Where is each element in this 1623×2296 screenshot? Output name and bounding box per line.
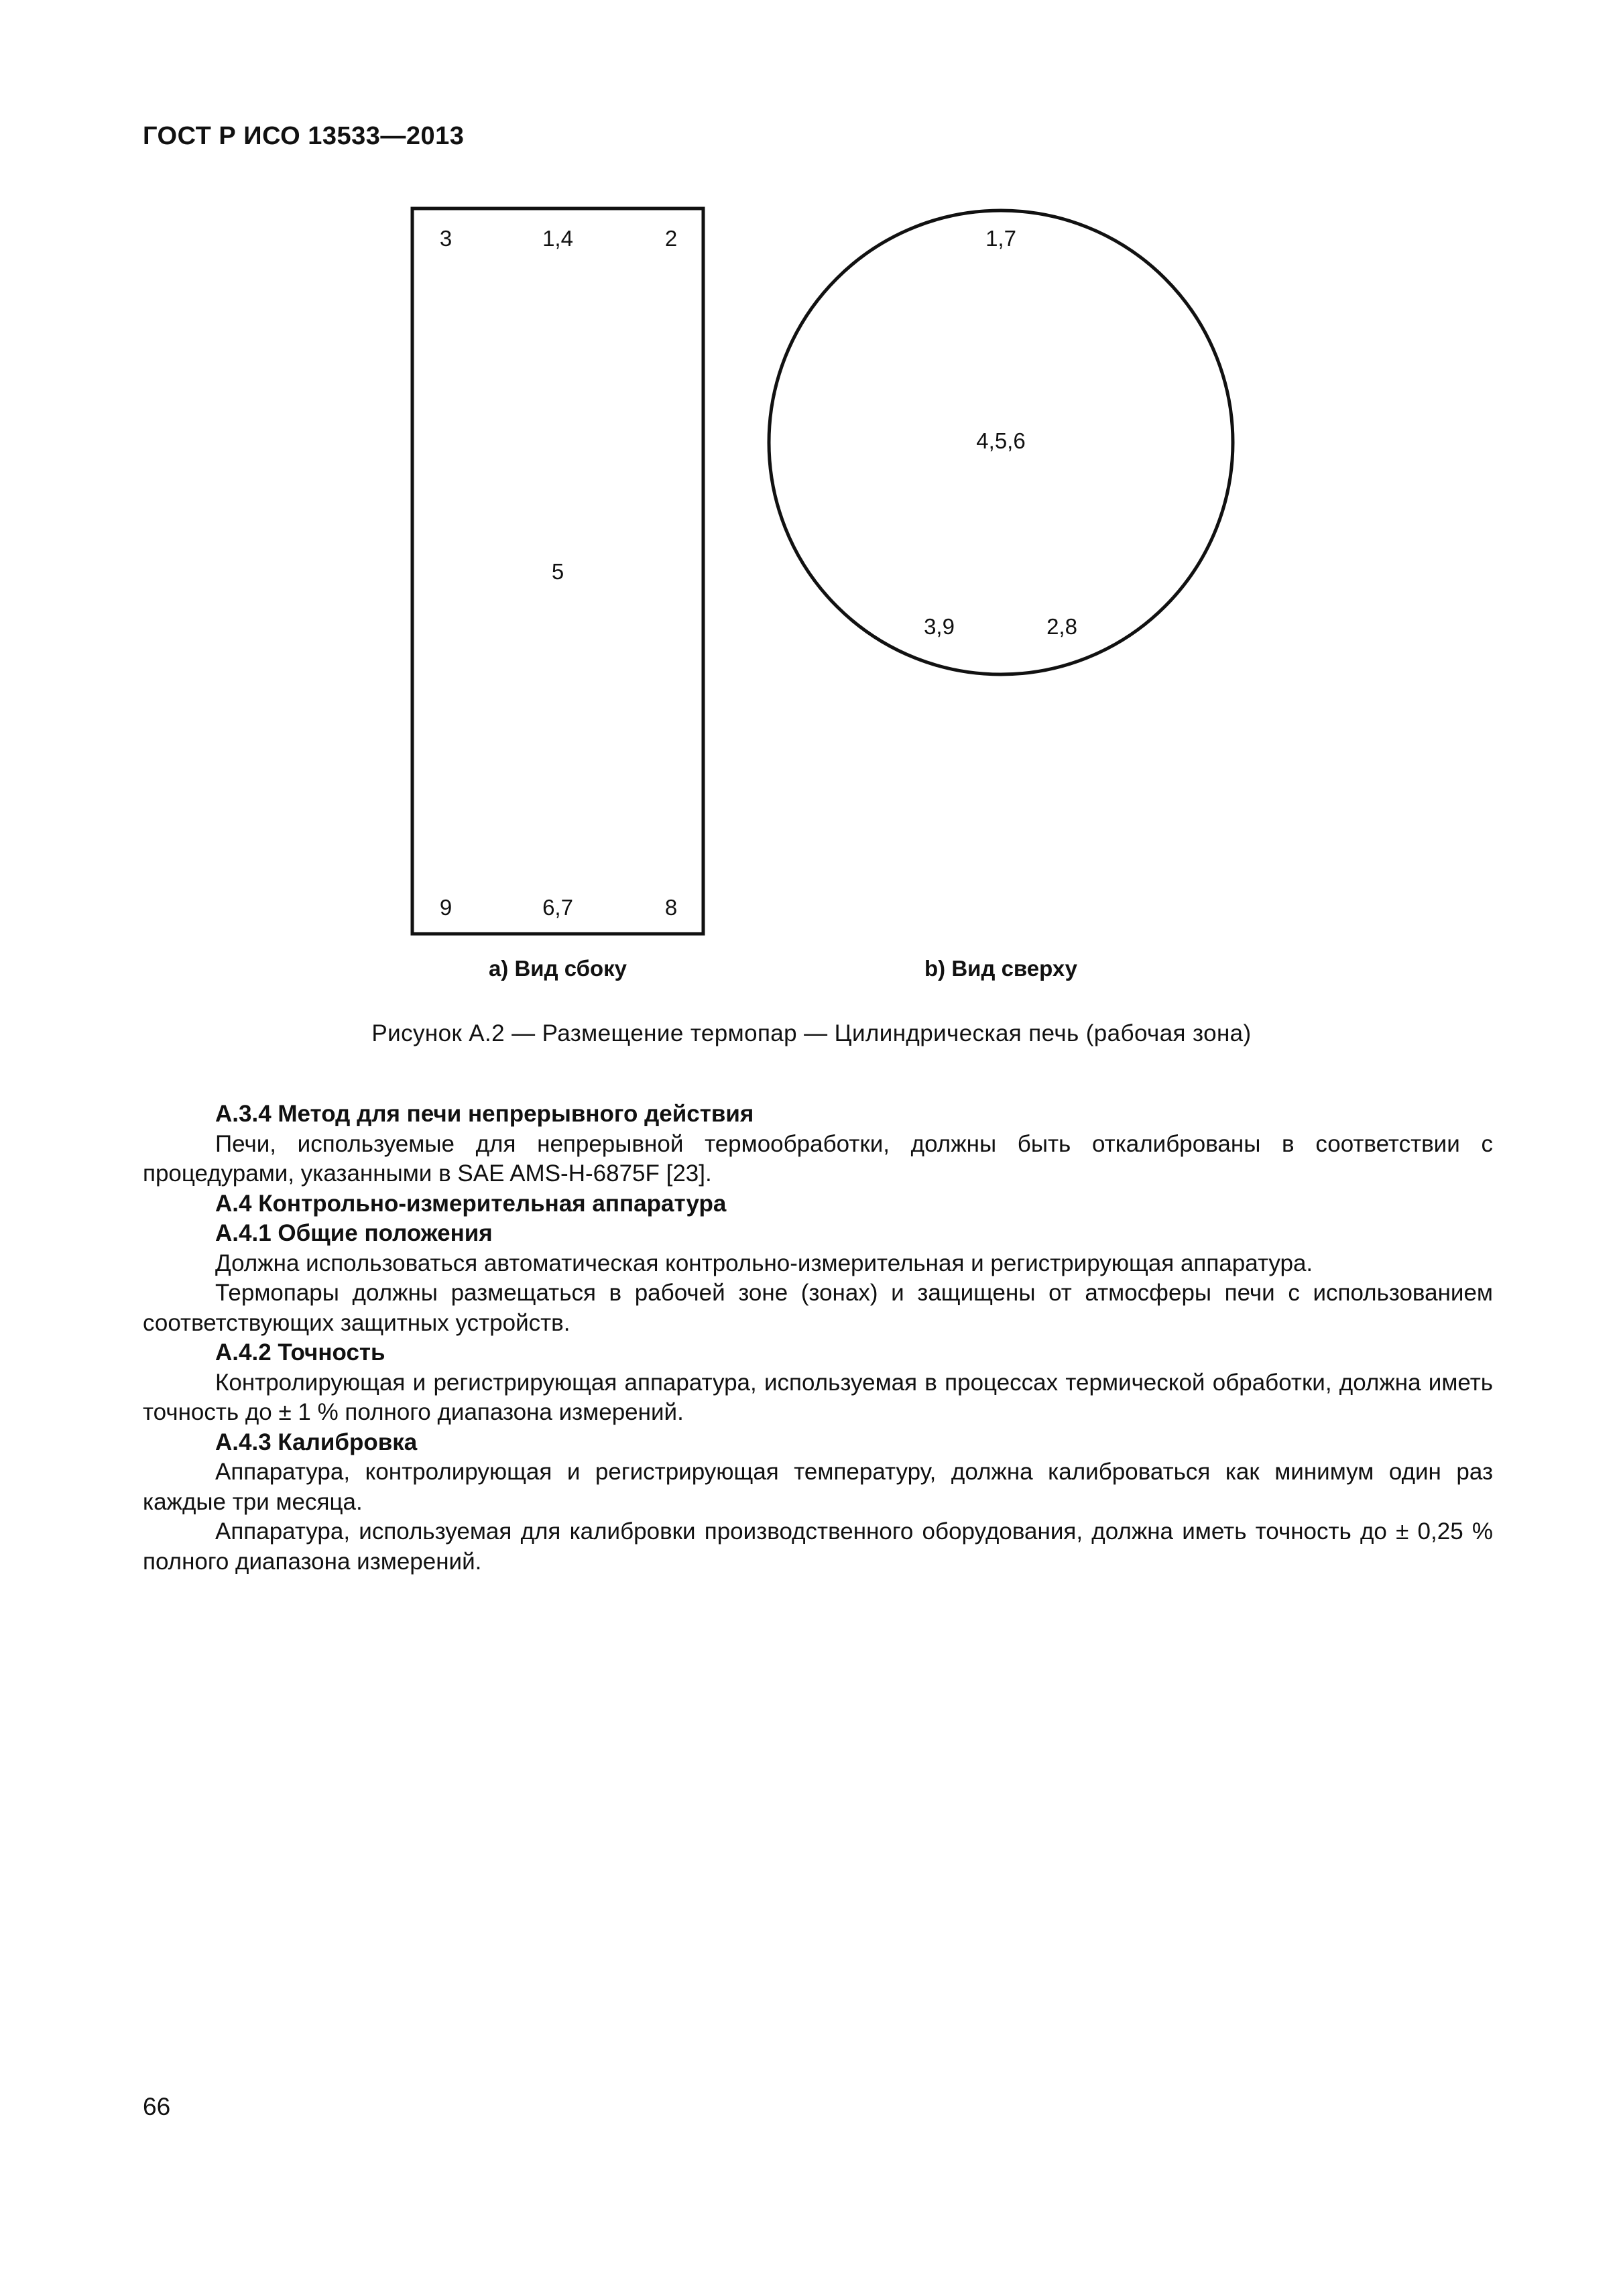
side-label-top-center: 1,4 bbox=[542, 226, 573, 251]
document-header: ГОСТ Р ИСО 13533—2013 bbox=[143, 122, 465, 150]
page-number: 66 bbox=[143, 2093, 171, 2120]
thermocouple-figure bbox=[0, 0, 1623, 1006]
side-label-bottom-center: 6,7 bbox=[542, 895, 573, 920]
top-label-top: 1,7 bbox=[985, 226, 1016, 251]
section-title: А.4.3 Калибровка bbox=[215, 1429, 418, 1455]
top-label-center: 4,5,6 bbox=[976, 428, 1026, 453]
side-label-middle: 5 bbox=[551, 559, 564, 584]
document-body bbox=[143, 1099, 1493, 1577]
top-view-caption: b) Вид сверху bbox=[924, 956, 1077, 981]
paragraph: Аппаратура, используемая для калибровки производственного оборудования, должна иметь точность до ± 0,25 % полного диапазона измерений. bbox=[143, 1518, 1493, 1575]
section-title: А.4.1 Общие положения bbox=[215, 1220, 493, 1246]
side-label-bottom-right: 8 bbox=[664, 895, 678, 920]
paragraph: Термопары должны размещаться в рабочей зоне (зонах) и защищены от атмосферы печи с использованием соответствующих защитных устройств. bbox=[143, 1280, 1493, 1336]
top-label-bottom-right: 2,8 bbox=[1046, 614, 1077, 639]
paragraph: Контролирующая и регистрирующая аппаратура, используемая в процессах термической обработки, должна иметь точность до ± 1 % полного диапазона измерений. bbox=[143, 1369, 1493, 1425]
top-label-bottom-left: 3,9 bbox=[924, 614, 955, 639]
paragraph: Печи, используемые для непрерывной термообработки, должны быть откалиброваны в соответствии с процедурами, указанными в SAE AMS-H-6875F [23]. bbox=[143, 1130, 1493, 1187]
side-view-caption: a) Вид сбоку bbox=[488, 956, 627, 981]
paragraph: Аппаратура, контролирующая и регистрирующая температуру, должна калиброваться как минимум один раз каждые три месяца. bbox=[143, 1459, 1493, 1515]
paragraph: Должна использоваться автоматическая контрольно-измерительная и регистрирующая аппаратура. bbox=[215, 1250, 1313, 1276]
side-label-bottom-left: 9 bbox=[439, 895, 453, 920]
side-label-top-left: 3 bbox=[439, 226, 453, 251]
figure-caption: Рисунок А.2 — Размещение термопар — Цилиндрическая печь (рабочая зона) bbox=[371, 1020, 1252, 1046]
section-title: А.3.4 Метод для печи непрерывного действия bbox=[215, 1101, 754, 1127]
side-label-top-right: 2 bbox=[664, 226, 678, 251]
section-title: А.4 Контрольно-измерительная аппаратура bbox=[215, 1190, 727, 1217]
section-title: А.4.2 Точность bbox=[215, 1339, 385, 1366]
